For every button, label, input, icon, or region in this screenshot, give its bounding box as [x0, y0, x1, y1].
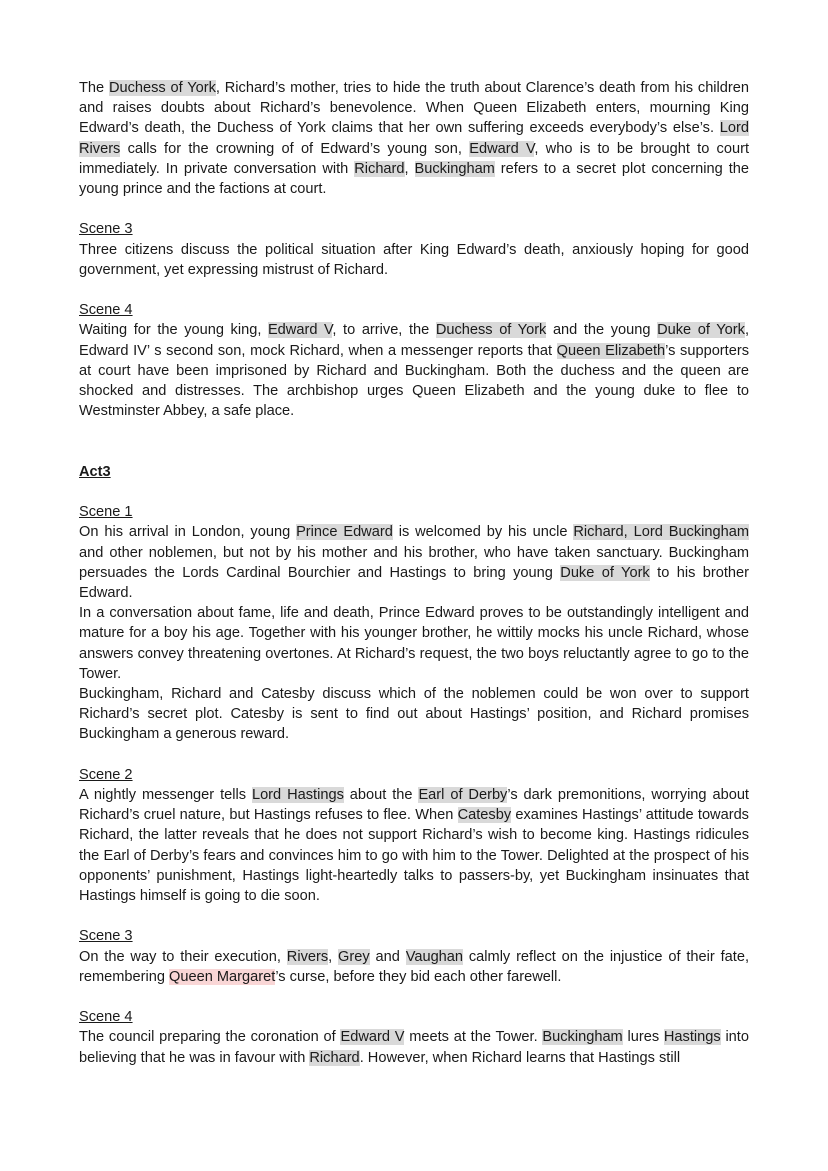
- highlight-name: Queen Elizabeth: [556, 342, 666, 359]
- highlight-name: Catesby: [457, 807, 512, 824]
- highlight-name: Duke of York: [657, 322, 745, 339]
- highlight-name: Lord Hastings: [251, 787, 344, 804]
- scene-heading: Scene 2: [79, 766, 133, 783]
- paragraph-duchess-of-york: The Duchess of York, Richard’s mother, tries to hide the truth about Clarence’s death from his children and raises doubts about Richard’s benevolence. When Queen Elizabeth enters, mourning King Edward’s death, the Duchess of York claims that her own suffering exceeds everybody’s else’s. Lord Rivers calls for the crowning of of Edward’s young son, Edward V, who is to be brought to court immediately. In private conversation with Richard, Buckingham refers to a secret plot concerning the young prince and the factions at court.: [79, 80, 750, 198]
- scene-summary: The council preparing the coronation of Edward V meets at the Tower. Buckingham lures Hastings into believing that he was in favour with Richard. However, when Richard learns that Hastings still: [79, 1029, 749, 1066]
- scene-heading: Scene 3: [79, 221, 133, 238]
- highlight-name: Richard, Lord Buckingham: [573, 524, 750, 541]
- scene-summary: A nightly messenger tells Lord Hastings about the Earl of Derby’s dark premonitions, worrying about Richard’s cruel nature, but Hastings refuses to flee. When Catesby examines Hastings’ attitude towards Richard, the latter reveals that he does not support Richard’s wish to become king. Hastings ridicules the Earl of Derby’s fears and convinces him to go with him to the Tower. Delighted at the prospect of his opponents’ punishment, Hastings light-heartedly talks to passers-by, yet Buckingham insinuates that Hastings himself is going to die soon.: [79, 787, 749, 905]
- scene-summary: On the way to their execution, Rivers, Grey and Vaughan calmly reflect on the injustice of their fate, remembering Queen Margaret’s curse, before they bid each other farewell.: [79, 948, 749, 985]
- act-heading: Act3: [79, 463, 111, 480]
- highlight-name: Edward V: [340, 1029, 405, 1046]
- highlight-name: Prince Edward: [296, 524, 393, 541]
- scene-heading: Scene 4: [79, 302, 133, 319]
- scene-heading: Scene 3: [79, 928, 133, 945]
- scene-summary: Three citizens discuss the political situation after King Edward’s death, anxiously hoping for good government, yet expressing mistrust of Richard.: [79, 241, 749, 278]
- highlight-name: Buckingham: [542, 1029, 623, 1046]
- highlight-name: Duchess of York: [435, 322, 547, 339]
- highlight-name: Richard: [354, 160, 405, 177]
- document-page: [79, 78, 749, 1068]
- scene-summary: On his arrival in London, young Prince Edward is welcomed by his uncle Richard, Lord Buckingham and other noblemen, but not by his mother and his brother, who have taken sanctuary. Buckingham persuades the Lords Cardinal Bourchier and Hastings to bring young Duke of York to his brother Edward.: [79, 524, 750, 602]
- highlight-name: Duke of York: [560, 564, 650, 581]
- highlight-name: Edward V: [267, 322, 333, 339]
- highlight-name: Hastings: [663, 1029, 721, 1046]
- highlight-name: Grey: [338, 948, 370, 965]
- highlight-name: Lord Rivers: [79, 120, 749, 157]
- highlight-name: Richard: [309, 1049, 360, 1066]
- highlight-name: Buckingham: [414, 160, 495, 177]
- scene-summary: In a conversation about fame, life and death, Prince Edward proves to be outstandingly intelligent and mature for a boy his age. Together with his younger brother, he wittily mocks his uncle Richard, whose answers convey threatening overtones. At Richard’s request, the two boys reluctantly agree to go to the Tower.: [79, 605, 749, 682]
- highlight-name: Rivers: [286, 948, 329, 965]
- highlight-name-pink: Queen Margaret: [169, 968, 276, 985]
- scene-summary: Buckingham, Richard and Catesby discuss which of the noblemen could be won over to support Richard’s secret plot. Catesby is sent to find out about Hastings’ position, and Richard promises Buckingham a generous reward.: [79, 686, 749, 743]
- highlight-name: Edward V: [469, 140, 535, 157]
- scene-summary: Waiting for the young king, Edward V, to arrive, the Duchess of York and the young Duke of York, Edward IV’ s second son, mock Richard, when a messenger reports that Queen Elizabeth’s supporters at court have been imprisoned by Richard and Buckingham. Both the duchess and the queen are shocked and distresses. The archbishop urges Queen Elizabeth and the young duke to flee to Westminster Abbey, a safe place.: [79, 322, 749, 420]
- highlight-name: Earl of Derby: [418, 787, 508, 804]
- highlight-name: Duchess of York: [108, 80, 216, 96]
- highlight-name: Vaughan: [405, 948, 464, 965]
- scene-heading: Scene 4: [79, 1009, 133, 1026]
- scene-heading: Scene 1: [79, 504, 133, 521]
